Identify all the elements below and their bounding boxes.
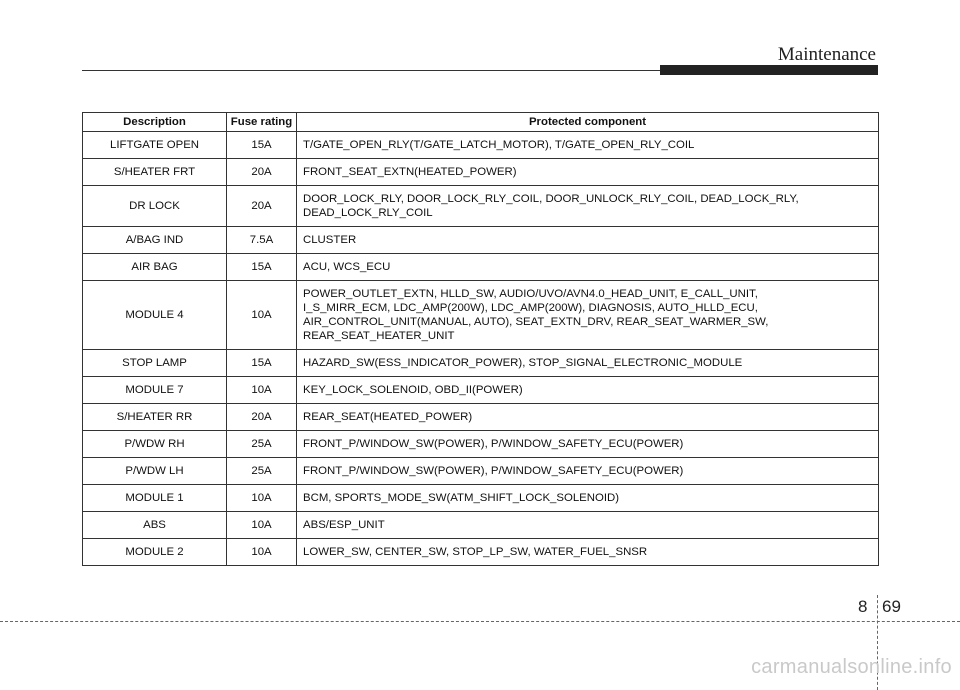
protected-component-line: HAZARD_SW(ESS_INDICATOR_POWER), STOP_SIGNAL_ELECTRONIC_MODULE xyxy=(303,357,743,369)
table-row xyxy=(83,281,879,350)
fuse-rating: 20A xyxy=(227,404,297,431)
section-title: Maintenance xyxy=(777,44,876,65)
protected-component-line: KEY_LOCK_SOLENOID, OBD_II(POWER) xyxy=(303,384,523,396)
protected-component-line: T/GATE_OPEN_RLY(T/GATE_LATCH_MOTOR), T/GATE_OPEN_RLY_COIL xyxy=(303,139,695,151)
table-row xyxy=(83,254,879,281)
protected-component-line: AIR_CONTROL_UNIT(MANUAL, AUTO), SEAT_EXTN_DRV, REAR_SEAT_WARMER_SW, xyxy=(303,316,769,328)
fuse-rating: 10A xyxy=(227,485,297,512)
fuse-description: DR LOCK xyxy=(83,186,227,227)
table-row xyxy=(83,512,879,539)
header-rule-thick xyxy=(660,65,878,75)
protected-component-line: ABS/ESP_UNIT xyxy=(303,519,385,531)
protected-component-line: CLUSTER xyxy=(303,234,357,246)
fuse-rating: 15A xyxy=(227,132,297,159)
protected-component xyxy=(297,485,879,512)
fuse-rating: 10A xyxy=(227,512,297,539)
fuse-rating: 15A xyxy=(227,254,297,281)
fuse-rating: 10A xyxy=(227,377,297,404)
protected-component xyxy=(297,512,879,539)
protected-component-line: REAR_SEAT_HEATER_UNIT xyxy=(303,330,455,342)
fuse-description: A/BAG IND xyxy=(83,227,227,254)
protected-component-line: BCM, SPORTS_MODE_SW(ATM_SHIFT_LOCK_SOLENOID) xyxy=(303,492,620,504)
chapter-number: 8 xyxy=(858,597,868,616)
protected-component xyxy=(297,227,879,254)
protected-component xyxy=(297,186,879,227)
protected-component xyxy=(297,132,879,159)
table-row xyxy=(83,539,879,566)
fuse-rating: 10A xyxy=(227,539,297,566)
page-number: 69 xyxy=(882,597,901,616)
column-header-fuse-rating: Fuse rating xyxy=(227,113,297,132)
table-row xyxy=(83,186,879,227)
table-row xyxy=(83,458,879,485)
fuse-rating: 25A xyxy=(227,431,297,458)
fuse-description: MODULE 7 xyxy=(83,377,227,404)
protected-component xyxy=(297,254,879,281)
column-header-description: Description xyxy=(83,113,227,132)
fuse-rating: 20A xyxy=(227,186,297,227)
fuse-rating: 25A xyxy=(227,458,297,485)
protected-component xyxy=(297,431,879,458)
fuse-description: MODULE 2 xyxy=(83,539,227,566)
protected-component-line: FRONT_SEAT_EXTN(HEATED_POWER) xyxy=(303,166,517,178)
protected-component xyxy=(297,159,879,186)
protected-component xyxy=(297,539,879,566)
protected-component-line: REAR_SEAT(HEATED_POWER) xyxy=(303,411,473,423)
table-row xyxy=(83,159,879,186)
table-row xyxy=(83,404,879,431)
protected-component-line: DOOR_LOCK_RLY, DOOR_LOCK_RLY_COIL, DOOR_UNLOCK_RLY_COIL, DEAD_LOCK_RLY, xyxy=(303,193,799,205)
fuse-description: STOP LAMP xyxy=(83,350,227,377)
protected-component-line: DEAD_LOCK_RLY_COIL xyxy=(303,207,433,219)
fuse-rating: 7.5A xyxy=(227,227,297,254)
protected-component-line: ACU, WCS_ECU xyxy=(303,261,391,273)
fuse-description: MODULE 1 xyxy=(83,485,227,512)
fuse-description: ABS xyxy=(83,512,227,539)
fuse-description: AIR BAG xyxy=(83,254,227,281)
header-rule-thin xyxy=(82,70,660,71)
protected-component xyxy=(297,404,879,431)
protected-component-line: FRONT_P/WINDOW_SW(POWER), P/WINDOW_SAFETY_ECU(POWER) xyxy=(303,465,684,477)
fuse-rating: 15A xyxy=(227,350,297,377)
protected-component xyxy=(297,377,879,404)
fuse-description: LIFTGATE OPEN xyxy=(83,132,227,159)
footer-dashed-rule xyxy=(0,621,960,622)
protected-component-line: I_S_MIRR_ECM, LDC_AMP(200W), LDC_AMP(200W), DIAGNOSIS, AUTO_HLLD_ECU, xyxy=(303,302,758,314)
column-header-protected-component: Protected component xyxy=(297,113,879,132)
protected-component xyxy=(297,281,879,350)
table-row xyxy=(83,485,879,512)
table-row xyxy=(83,431,879,458)
fuse-description: S/HEATER FRT xyxy=(83,159,227,186)
protected-component xyxy=(297,350,879,377)
fuse-description: S/HEATER RR xyxy=(83,404,227,431)
watermark: carmanualsonline.info xyxy=(751,656,952,678)
table-header-row xyxy=(83,113,879,132)
fuse-rating: 10A xyxy=(227,281,297,350)
fuse-description: P/WDW RH xyxy=(83,431,227,458)
protected-component-line: FRONT_P/WINDOW_SW(POWER), P/WINDOW_SAFETY_ECU(POWER) xyxy=(303,438,684,450)
table-row xyxy=(83,227,879,254)
table-row xyxy=(83,132,879,159)
table-body xyxy=(83,132,879,566)
protected-component-line: POWER_OUTLET_EXTN, HLLD_SW, AUDIO/UVO/AVN4.0_HEAD_UNIT, E_CALL_UNIT, xyxy=(303,288,758,300)
table-row xyxy=(83,350,879,377)
fuse-table xyxy=(82,112,879,566)
fuse-rating: 20A xyxy=(227,159,297,186)
table-row xyxy=(83,377,879,404)
fuse-description: P/WDW LH xyxy=(83,458,227,485)
fuse-description: MODULE 4 xyxy=(83,281,227,350)
protected-component-line: LOWER_SW, CENTER_SW, STOP_LP_SW, WATER_FUEL_SNSR xyxy=(303,546,648,558)
protected-component xyxy=(297,458,879,485)
